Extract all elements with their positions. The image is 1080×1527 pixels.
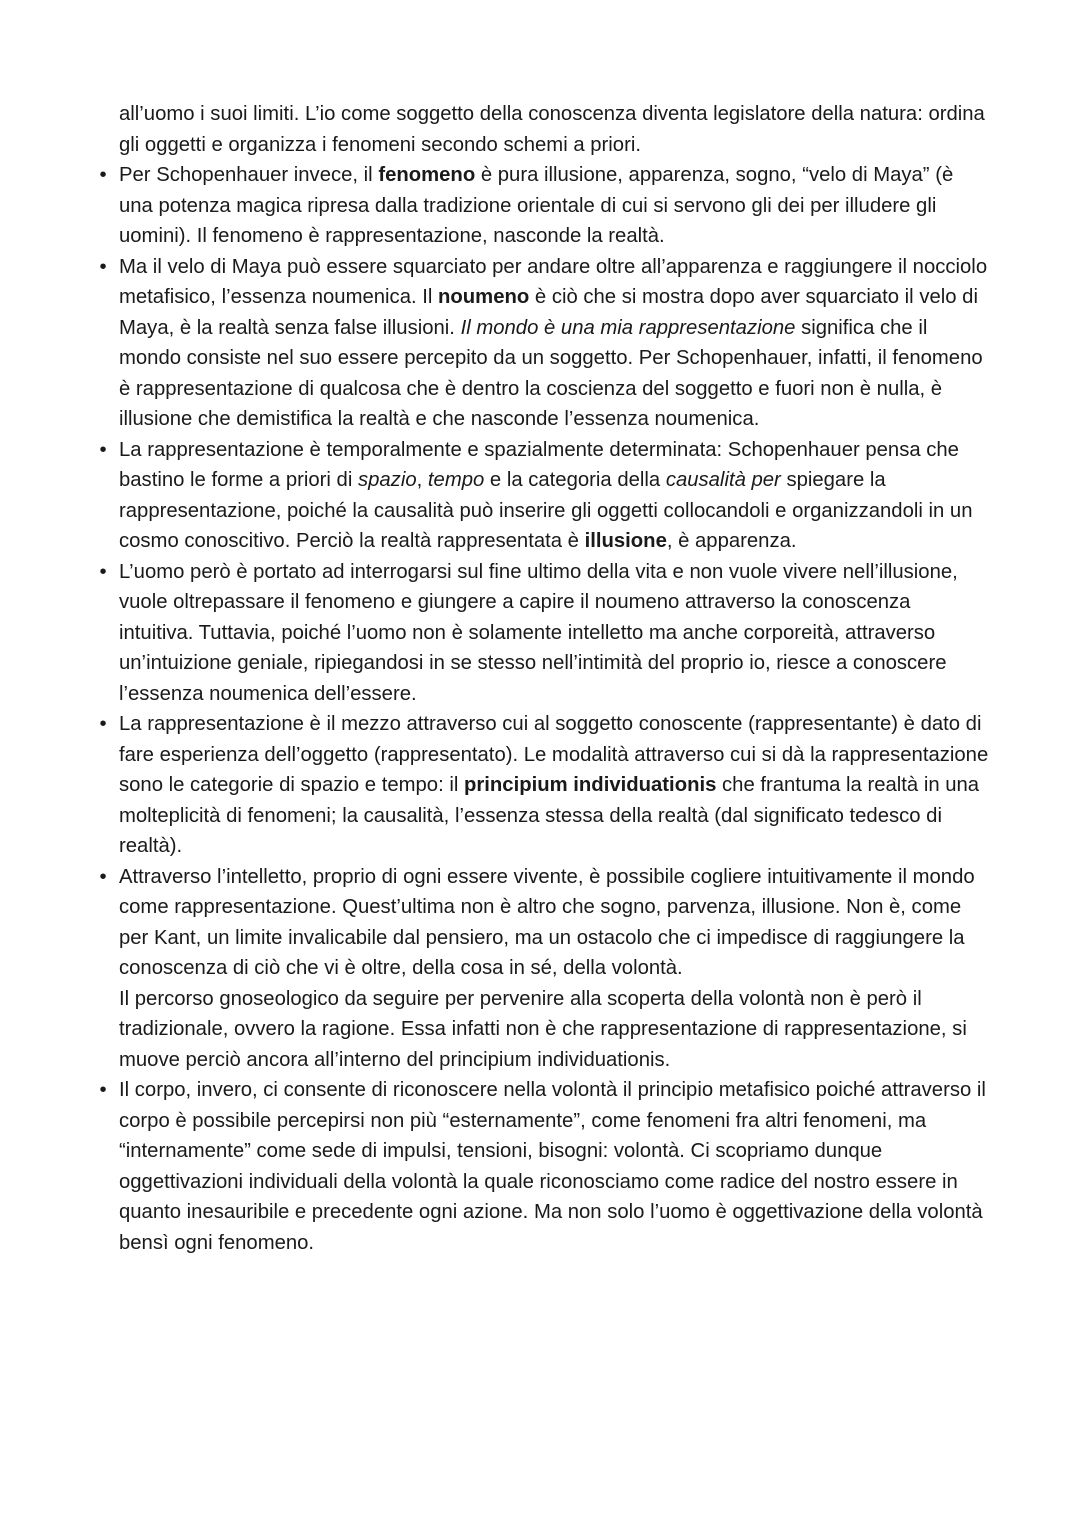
bold-term: principium individuationis bbox=[463, 774, 717, 796]
text-segment: Ma il velo di Maya può essere squarciato per andare oltre all’apparenza e raggiungere il nocciolo metafisico, l’essenza noumenica. Il bbox=[119, 255, 988, 308]
text-segment: , è apparenza. bbox=[666, 530, 797, 552]
text-segment: Attraverso l’intelletto, proprio di ogni essere vivente, è possibile cogliere intuitivamente il mondo come rappresentazione. Quest’ultima non è altro che sogno, parvenza, illusione. Non è, come per Kant, un limite invalicabile dal pensiero, ma un ostacolo che ci impedisce di raggiungere la conoscenza di ciò che vi è oltre, della cosa in sé, della volontà. bbox=[119, 865, 975, 979]
text-segment: Il corpo, invero, ci consente di riconoscere nella volontà il principio metafisico poiché attraverso il corpo è possibile percepirsi non più “esternamente”, come fenomeni fra altri fenomeni, ma “internamente” come sede di impulsi, tensioni, bisogni: volontà. Ci scopriamo dunque oggettivazioni individuali della volontà la quale riconosciamo come radice del nostro essere in quanto inesauribile e precedente ogni azione. Ma non solo l’uomo è oggettivazione della volontà bensì ogni fenomeno. bbox=[119, 1079, 986, 1254]
document-body bbox=[99, 99, 989, 1258]
bullet-icon: • bbox=[99, 438, 107, 461]
bullet-icon: • bbox=[99, 865, 107, 888]
bullet-list bbox=[99, 160, 989, 1258]
text-segment: spiegare la rappresentazione, poiché la causalità può inserire gli oggetti collocandoli e organizzandoli in un cosmo conoscitivo. Perciò la realtà rappresentata è bbox=[119, 469, 973, 552]
bold-term: noumeno bbox=[438, 286, 530, 308]
continuation-paragraph: Il percorso gnoseologico da seguire per pervenire alla scoperta della volontà non è però il tradizionale, ovvero la ragione. Essa infatti non è che rappresentazione di rappresentazione, si muove perciò ancora all’interno del principium individuationis. bbox=[119, 987, 967, 1071]
bullet-item bbox=[99, 252, 989, 435]
text-segment: La rappresentazione è il mezzo attraverso cui al soggetto conoscente (rappresentante) è dato di fare esperienza dell’oggetto (rappresentato). Le modalità attraverso cui si dà la rappresentazione sono le categorie di spazio e tempo: il bbox=[119, 713, 989, 796]
text-segment: che frantuma la realtà in una molteplicità di fenomeni; la causalità, l’essenza stessa della realtà (dal significato tedesco di realtà). bbox=[119, 774, 980, 857]
bold-term: fenomeno bbox=[378, 164, 476, 186]
text-segment: è pura illusione, apparenza, sogno, “velo di Maya” (è una potenza magica ripresa dalla tradizione orientale di cui si servono gli dei per illudere gli uomini). Il fenomeno è rappresentazione, nasconde la realtà. bbox=[119, 164, 954, 247]
text-segment: L’uomo però è portato ad interrogarsi sul fine ultimo della vita e non vuole vivere nell’illusione, vuole oltrepassare il fenomeno e giungere a capire il noumeno attraverso la conoscenza intuitiva. Tuttavia, poiché l’uomo non è solamente intelletto ma anche corporeità, attraverso un’intuizione geniale, ripiegandosi in se stesso nell’intimità del proprio io, riesce a conoscere l’essenza noumenica dell’essere. bbox=[119, 560, 958, 705]
text-segment: è ciò che si mostra dopo aver squarciato il velo di Maya, è la realtà senza false illusioni. bbox=[119, 286, 978, 339]
intro-paragraph: all’uomo i suoi limiti. L’io come soggetto della conoscenza diventa legislatore della natura: ordina gli oggetti e organizza i fenomeni secondo schemi a priori. bbox=[119, 103, 985, 156]
text-segment: Per Schopenhauer invece, il bbox=[119, 164, 379, 186]
italic-phrase: Il mondo è una mia rappresentazione bbox=[460, 316, 796, 339]
italic-phrase: spazio bbox=[357, 469, 417, 491]
bullet-icon: • bbox=[99, 164, 107, 186]
text-segment: e la categoria della bbox=[484, 469, 666, 491]
bullet-item bbox=[99, 557, 989, 710]
bullet-item bbox=[99, 709, 989, 862]
text-segment: La rappresentazione è temporalmente e spazialmente determinata: Schopenhauer pensa che bastino le forme a priori di bbox=[119, 438, 959, 491]
text-segment: , bbox=[416, 469, 428, 491]
bullet-item bbox=[99, 160, 989, 252]
italic-phrase: causalità per bbox=[665, 469, 781, 491]
italic-phrase: tempo bbox=[427, 469, 485, 491]
bullet-icon: • bbox=[99, 713, 107, 735]
bullet-icon: • bbox=[99, 560, 107, 583]
bullet-item bbox=[99, 1075, 989, 1258]
bold-term: illusione bbox=[584, 530, 667, 552]
bullet-icon: • bbox=[99, 255, 107, 278]
text-segment: significa che il mondo consiste nel suo essere percepito da un soggetto. Per Schopenhauer, infatti, il fenomeno è rappresentazione di qualcosa che è dentro la coscienza del soggetto e fuori non è nulla, è illusione che demistifica la realtà e che nasconde l’essenza noumenica. bbox=[119, 316, 983, 430]
bullet-icon: • bbox=[99, 1079, 107, 1101]
bullet-item bbox=[99, 435, 989, 557]
bullet-item bbox=[99, 862, 989, 1076]
